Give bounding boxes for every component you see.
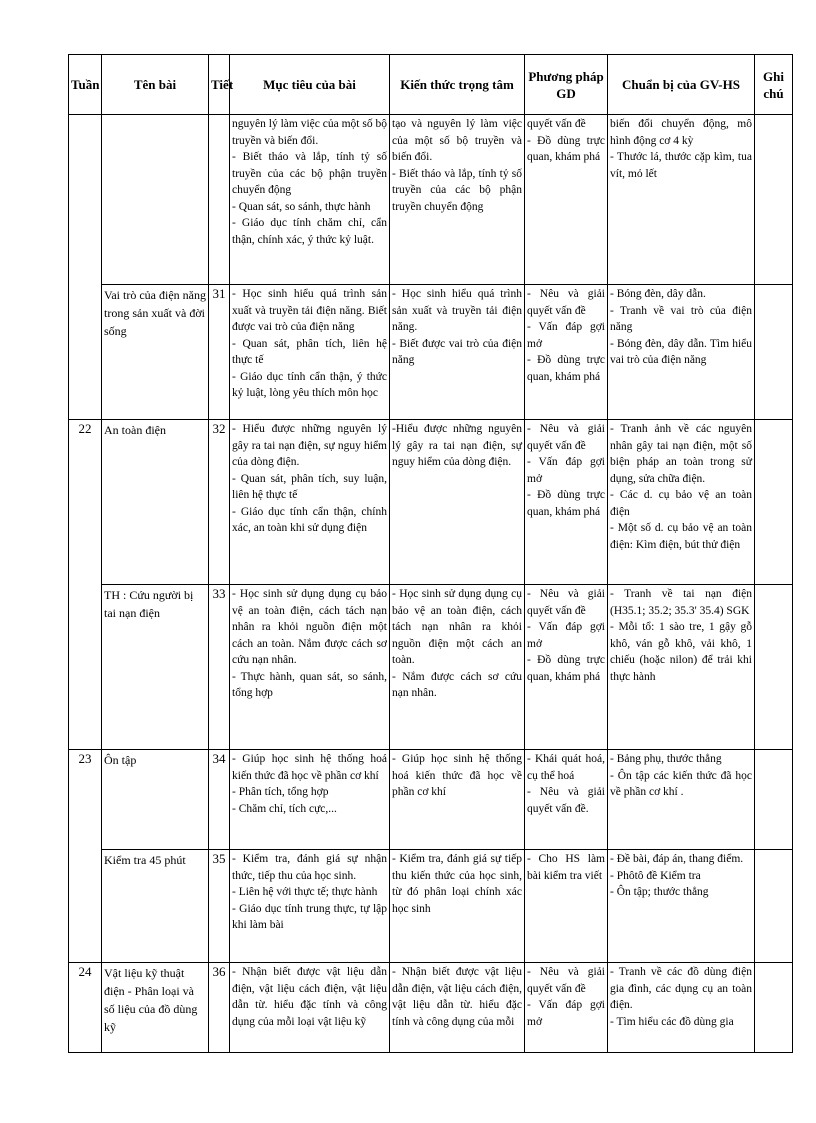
header-lesson: Tên bài: [102, 55, 209, 115]
table-row: [69, 585, 793, 750]
method-line: - Cho HS làm bài kiểm tra viết: [527, 853, 605, 882]
preparation-cell: [608, 963, 755, 1053]
preparation-line: - Mỗi tổ: 1 sào tre, 1 gậy gỗ khô, ván gỗ khô, vải khô, 1 chiếu (hoặc nilon) để trải khi thực hành: [610, 621, 752, 683]
objective-line: - Hiểu được những nguyên lý gây ra tai nạn điện, sự nguy hiểm của dòng điện.: [232, 423, 387, 468]
period-number: 36: [209, 963, 230, 1053]
lesson-name: Vật liệu kỹ thuật điện - Phân loại và số liệu của đồ dùng kỹ: [102, 963, 209, 1053]
week-cell: 22: [69, 420, 102, 750]
method-line: - Nêu và giải quyết vấn đề: [527, 588, 605, 617]
objective-line: - Phân tích, tổng hợp: [232, 786, 329, 798]
knowledge-cell: [390, 115, 525, 285]
lesson-name: [102, 115, 209, 285]
method-line: - Vấn đáp gợi mở: [527, 456, 605, 485]
knowledge-line: tạo và nguyên lý làm việc của một số bộ truyền và biến đổi.: [392, 118, 522, 163]
notes-cell: [755, 750, 793, 850]
preparation-line: - Bảng phụ, thước thẳng: [610, 753, 722, 765]
preparation-line: - Tranh về tai nạn điện (H35.1; 35.2; 35.3' 35.4) SGK: [610, 588, 752, 617]
methods-cell: [525, 585, 608, 750]
preparation-line: - Ôn tập; thước thẳng: [610, 886, 709, 898]
methods-cell: [525, 115, 608, 285]
knowledge-line: - Học sinh hiểu quá trình sản xuất và truyền tải điện năng.: [392, 288, 522, 333]
method-line: - Vấn đáp gợi mở: [527, 321, 605, 350]
preparation-line: - Phôtô đề Kiểm tra: [610, 869, 701, 882]
lesson-name: TH : Cứu người bị tai nạn điện: [102, 585, 209, 750]
method-line: - Khái quát hoá, cụ thể hoá: [527, 753, 605, 782]
table-row: [69, 420, 793, 585]
objective-line: - Học sinh sử dụng dụng cụ bảo vệ an toàn điện, cách tách nạn nhân ra khỏi nguồn điện một cách an toàn. Nắm được cách sơ cứu nạn nhân.: [232, 588, 387, 666]
knowledge-cell: [390, 963, 525, 1053]
header-methods: Phương pháp GD: [525, 55, 608, 115]
objective-line: - Giáo dục tính chăm chỉ, cẩn thận, chính xác, ý thức kỷ luật.: [232, 217, 387, 246]
period-number: 31: [209, 285, 230, 420]
preparation-cell: [608, 285, 755, 420]
objective-line: - Thực hành, quan sát, so sánh, tổng hợp: [232, 670, 387, 699]
week-cell: [69, 115, 102, 420]
method-line: - Nêu và giải quyết vấn đề.: [527, 786, 605, 815]
method-line: - Nêu và giải quyết vấn đề: [527, 288, 605, 317]
objective-line: - Chăm chỉ, tích cực,...: [232, 802, 337, 815]
table-row: [69, 963, 793, 1053]
header-knowledge: Kiến thức trọng tâm: [390, 55, 525, 115]
objective-line: - Học sinh hiểu quá trình sản xuất và truyền tải điện năng. Biết được vai trò của điện năng: [232, 288, 387, 333]
period-number: 34: [209, 750, 230, 850]
preparation-line: - Bóng đèn, dây dẫn.: [610, 288, 706, 300]
preparation-line: - Bóng đèn, dây dẫn. Tìm hiểu vai trò của điện năng: [610, 337, 752, 366]
method-line: - Vấn đáp gợi mở: [527, 621, 605, 650]
method-line: - Nêu và giải quyết vấn đề: [527, 423, 605, 452]
notes-cell: [755, 585, 793, 750]
notes-cell: [755, 285, 793, 420]
methods-cell: [525, 285, 608, 420]
knowledge-cell: [390, 420, 525, 585]
objectives-cell: [230, 115, 390, 285]
objective-line: - Kiểm tra, đánh giá sự nhận thức, tiếp thu của học sinh.: [232, 853, 387, 882]
period-number: [209, 115, 230, 285]
knowledge-line: - Nhận biết được vật liệu dẫn điện, vật liệu cách điện, vật liệu dẫn từ. hiểu đặc tính và công dụng của mỗi: [392, 966, 522, 1028]
header-week: Tuần: [69, 55, 102, 115]
week-cell: 23: [69, 750, 102, 963]
objectives-cell: [230, 420, 390, 585]
notes-cell: [755, 850, 793, 963]
notes-cell: [755, 115, 793, 285]
table-row: [69, 750, 793, 850]
objectives-cell: [230, 850, 390, 963]
method-line: - Đồ dùng trực quan, khám phá: [527, 654, 605, 683]
objective-line: - Nhận biết được vật liệu dẫn điện, vật liệu cách điện, vật liệu dẫn từ. hiểu đặc tính và công dụng của mỗi loại vật liệu kỹ: [232, 966, 387, 1028]
objective-line: - Quan sát, phân tích, liên hệ thực tế: [232, 337, 387, 366]
objectives-cell: [230, 285, 390, 420]
methods-cell: [525, 420, 608, 585]
preparation-line: - Tìm hiểu các đồ dùng gia: [610, 1015, 734, 1028]
method-line: quyết vấn đề: [527, 118, 586, 130]
preparation-cell: [608, 850, 755, 963]
lesson-name: Ôn tập: [102, 750, 209, 850]
preparation-line: - Một số d. cụ bảo vệ an toàn điện: Kìm điện, bút thử điện: [610, 522, 752, 551]
knowledge-cell: [390, 850, 525, 963]
period-number: 32: [209, 420, 230, 585]
header-row: [69, 55, 793, 115]
preparation-line: biến đổi chuyển động, mô hình động cơ 4 kỳ: [610, 118, 752, 147]
knowledge-line: - Học sinh sử dụng dụng cụ bảo vệ an toàn điện, cách tách nạn nhân ra khỏi nguồn điện một cách an toàn.: [392, 588, 522, 666]
objective-line: - Giáo dục tính cẩn thận, ý thức kỷ luật, lòng yêu thích môn học: [232, 370, 387, 399]
knowledge-line: -Hiểu được những nguyên lý gây ra tai nạn điện, sự nguy hiểm của dòng điện.: [392, 423, 522, 468]
header-objectives: Mục tiêu của bài: [230, 55, 390, 115]
table-row: [69, 115, 793, 285]
knowledge-line: - Giúp học sinh hệ thống hoá kiến thức đã học về phần cơ khí: [392, 753, 522, 798]
objective-line: - Liên hệ với thực tế; thực hành: [232, 886, 378, 898]
preparation-cell: [608, 115, 755, 285]
methods-cell: [525, 963, 608, 1053]
preparation-line: - Các d. cụ bảo vệ an toàn điện: [610, 489, 752, 518]
objective-line: nguyên lý làm việc của một số bộ truyền và biến đổi.: [232, 118, 387, 147]
knowledge-line: - Kiểm tra, đánh giá sự tiếp thu kiến thức của học sinh, từ đó phân loại chính xác học sinh: [392, 853, 522, 915]
objectives-cell: [230, 585, 390, 750]
notes-cell: [755, 963, 793, 1053]
objective-line: - Biết tháo và lắp, tính tỷ số truyền của các bộ phận truyền chuyển động: [232, 151, 387, 196]
objective-line: - Quan sát, phân tích, suy luận, liên hệ thực tế: [232, 472, 387, 501]
knowledge-cell: [390, 585, 525, 750]
header-notes: Ghi chú: [755, 55, 793, 115]
objective-line: - Giáo dục tính cẩn thận, chính xác, an toàn khi sử dụng điện: [232, 505, 387, 534]
knowledge-cell: [390, 750, 525, 850]
knowledge-line: - Biết được vai trò của điện năng: [392, 337, 522, 366]
lesson-name: Vai trò của điện năng trong sản xuất và đời sống: [102, 285, 209, 420]
objective-line: - Quan sát, so sánh, thực hành: [232, 200, 371, 213]
objectives-cell: [230, 963, 390, 1053]
method-line: - Đồ dùng trực quan, khám phá: [527, 134, 605, 163]
method-line: - Vấn đáp gợi mở: [527, 999, 605, 1028]
period-number: 33: [209, 585, 230, 750]
methods-cell: [525, 750, 608, 850]
table-row: [69, 285, 793, 420]
objective-line: - Giúp học sinh hệ thống hoá kiến thức đã học về phần cơ khí: [232, 753, 387, 782]
method-line: - Đồ dùng trực quan, khám phá: [527, 489, 605, 518]
objective-line: - Giáo dục tính trung thực, tự lập khi làm bài: [232, 902, 387, 931]
methods-cell: [525, 850, 608, 963]
header-preparation: Chuẩn bị của GV-HS: [608, 55, 755, 115]
table-row: [69, 850, 793, 963]
lesson-plan-table: [68, 54, 793, 1053]
method-line: - Nêu và giải quyết vấn đề: [527, 966, 605, 995]
preparation-cell: [608, 750, 755, 850]
preparation-cell: [608, 420, 755, 585]
notes-cell: [755, 420, 793, 585]
lesson-name: An toàn điện: [102, 420, 209, 585]
method-line: - Đồ dùng trực quan, khám phá: [527, 354, 605, 383]
preparation-line: - Tranh về các đồ dùng điện gia đình, các dụng cụ an toàn điện.: [610, 966, 752, 1011]
preparation-cell: [608, 585, 755, 750]
objectives-cell: [230, 750, 390, 850]
preparation-line: - Tranh về vai trò của điện năng: [610, 304, 752, 333]
preparation-line: - Đề bài, đáp án, thang điểm.: [610, 853, 744, 865]
knowledge-line: - Nắm được cách sơ cứu nạn nhân.: [392, 670, 522, 699]
week-cell: 24: [69, 963, 102, 1053]
lesson-name: Kiểm tra 45 phút: [102, 850, 209, 963]
preparation-line: - Tranh ảnh về các nguyên nhân gây tai nạn điện, một số biện pháp an toàn trong sử dụng, sửa chữa điện.: [610, 423, 752, 485]
knowledge-line: - Biết tháo và lắp, tính tỷ số truyền của các bộ phận truyền chuyển động: [392, 167, 522, 213]
period-number: 35: [209, 850, 230, 963]
preparation-line: - Thước lá, thước cặp kìm, tua vít, mỏ lết: [610, 151, 752, 180]
header-period: Tiết: [209, 55, 230, 115]
knowledge-cell: [390, 285, 525, 420]
preparation-line: - Ôn tập các kiến thức đã học về phần cơ khí .: [610, 769, 752, 798]
